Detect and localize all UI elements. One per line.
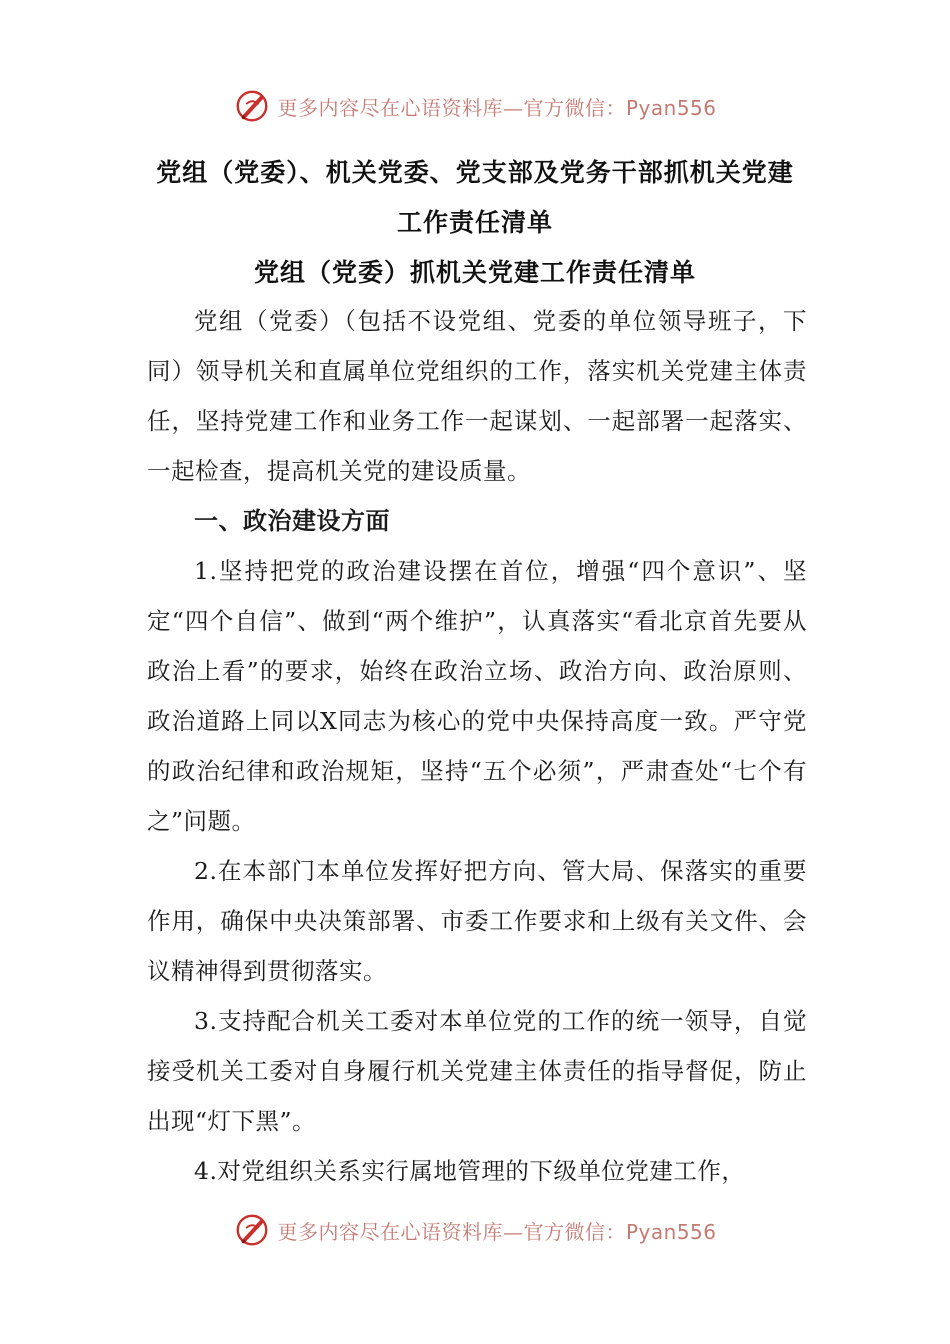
- watermark-header: [0, 84, 950, 128]
- watermark-text: 更多内容尽在心语资料库—官方微信：Pyan556: [277, 95, 717, 120]
- watermark-contact: Pyan556: [625, 1219, 717, 1244]
- list-item: 1.坚持把党的政治建设摆在首位，增强“四个意识”、坚定“四个自信”、做到“两个维护”，认真落实“看北京首先要从政治上看”的要求，始终在政治立场、政治方向、政治原则、政治道路上同以X同志为核心的党中央保持高度一致。严守党的政治纪律和政治规矩，坚持“五个必须”，严肃查处“七个有之”问题。: [147, 557, 807, 835]
- document-title-line2: 工作责任清单: [396, 208, 553, 237]
- pen-logo-icon: [233, 1211, 271, 1249]
- list-item: 4.对党组织关系实行属地管理的下级单位党建工作，: [194, 1157, 746, 1185]
- watermark-contact: Pyan556: [625, 95, 717, 120]
- pen-logo-icon: [233, 87, 271, 125]
- section-title: 党组（党委）抓机关党建工作责任清单: [253, 258, 696, 287]
- list-item: 2.在本部门本单位发挥好把方向、管大局、保落实的重要作用，确保中央决策部署、市委工作要求和上级有关文件、会议精神得到贯彻落实。: [147, 857, 807, 985]
- document-body: [147, 296, 807, 1196]
- document-title-line1: 党组（党委）、机关党委、党支部及党务干部抓机关党建: [156, 158, 794, 187]
- watermark-footer: [0, 1208, 950, 1252]
- heading-political-construction: 一、政治建设方面: [194, 507, 390, 535]
- watermark-text: 更多内容尽在心语资料库—官方微信：Pyan556: [277, 1219, 717, 1244]
- list-item: 3.支持配合机关工委对本单位党的工作的统一领导，自觉接受机关工委对自身履行机关党建主体责任的指导督促，防止出现“灯下黑”。: [147, 1007, 807, 1135]
- intro-paragraph: 党组（党委）（包括不设党组、党委的单位领导班子，下同）领导机关和直属单位党组织的工作，落实机关党建主体责任，坚持党建工作和业务工作一起谋划、一起部署一起落实、一起检查，提高机关党的建设质量。: [147, 307, 807, 485]
